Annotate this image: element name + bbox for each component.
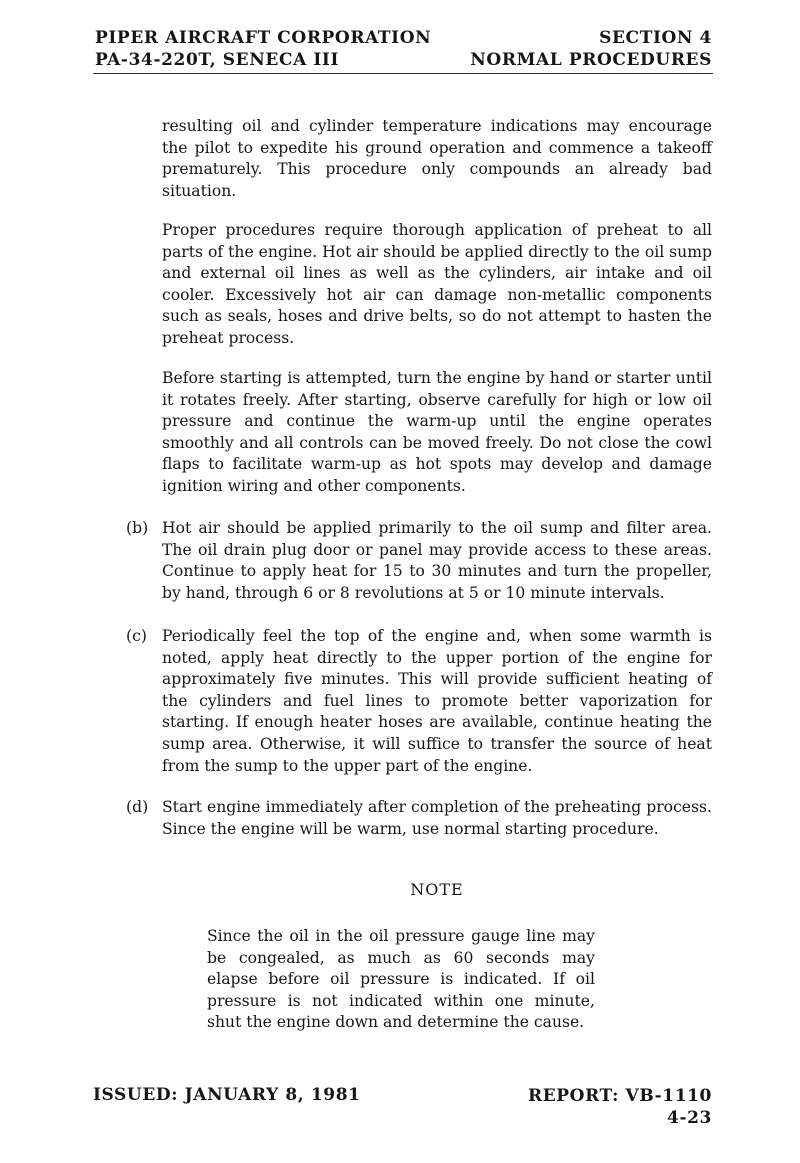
aircraft-model: PA-34-220T, SENECA III [95,50,340,70]
note-text: Since the oil in the oil pressure gauge line may be congealed, as much as 60 seconds may elapse before oil pressure is indicated. If oil pressure is not indicated within one minute, shut the engine down and determine the cause. [207,927,595,1032]
item-label-c: (c) [126,627,147,645]
company-name: PIPER AIRCRAFT CORPORATION [95,28,432,48]
section-number: SECTION 4 [599,28,712,48]
item-label-b: (b) [126,519,149,537]
paragraph-preheat-procedures: Proper procedures require thorough application of preheat to all parts of the engine. Hot air should be applied directly to the oil sump and external oil lines as well as the cylinders, air intake and oil cooler. Excessively hot air can damage non-metallic components such as seals, hoses and drive belts, so do not attempt to hasten the preheat process. [162,221,712,347]
report-number: REPORT: VB-1110 [528,1086,712,1106]
page-header-left [95,27,431,71]
paragraph-before-starting: Before starting is attempted, turn the engine by hand or starter until it rotates freely. After starting, observe carefully for high or low oil pressure and continue the warm-up until the engine operates smoothly and all controls can be moved freely. Do not close the cowl flaps to facilitate warm-up as hot spots may develop and damage ignition wiring and other components. [162,369,712,495]
header-divider [93,73,713,74]
note-heading: NOTE [410,880,464,899]
issued-date: ISSUED: JANUARY 8, 1981 [93,1085,361,1105]
item-label-d: (d) [126,798,149,816]
page-footer-right [528,1085,712,1129]
page-header-right [470,27,712,71]
page-number: 4-23 [667,1108,712,1128]
paragraph-continued: resulting oil and cylinder temperature indications may encourage the pilot to expedite his ground operation and commence a takeoff prematurely. This procedure only compounds an already bad situation. [162,117,712,200]
item-text-c: Periodically feel the top of the engine and, when some warmth is noted, apply heat directly to the upper portion of the engine for approximately five minutes. This will provide sufficient heating of the cylinders and fuel lines to promote better vaporization for starting. If enough heater hoses are available, continue heating the sump area. Otherwise, it will suffice to transfer the source of heat from the sump to the upper part of the engine. [162,627,712,775]
item-text-d: Start engine immediately after completion of the preheating process. Since the engine will be warm, use normal starting procedure. [162,798,712,838]
section-title: NORMAL PROCEDURES [470,50,712,70]
item-text-b: Hot air should be applied primarily to the oil sump and filter area. The oil drain plug door or panel may provide access to these areas. Continue to apply heat for 15 to 30 minutes and turn the propeller, by hand, through 6 or 8 revolutions at 5 or 10 minute intervals. [162,519,712,602]
